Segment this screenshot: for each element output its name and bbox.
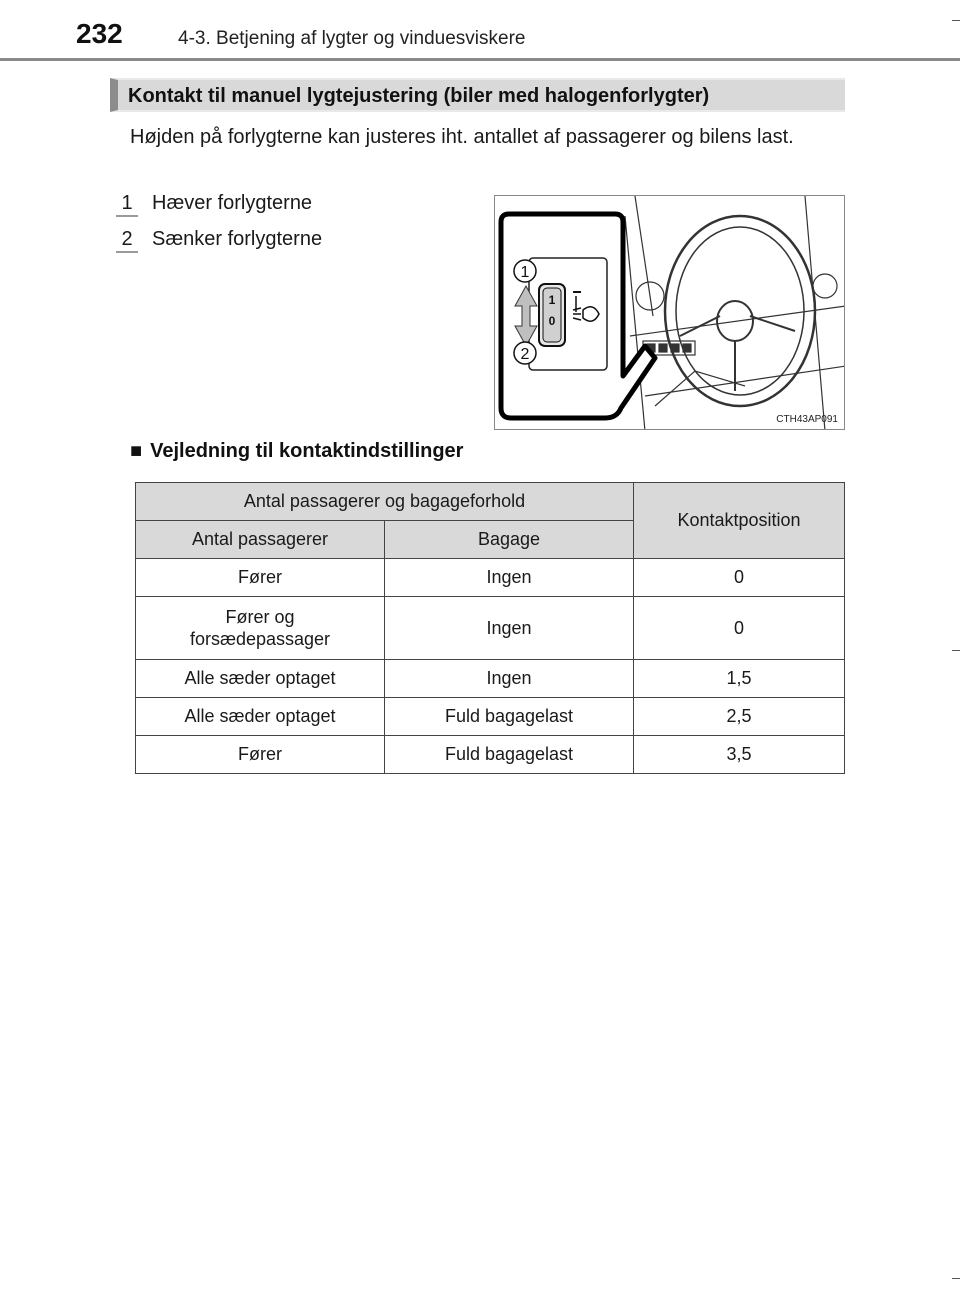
- section-title: Kontakt til manuel lygtejustering (biler med halogenforlygter): [128, 85, 710, 107]
- luggage-cell: Fuld bagagelast: [385, 736, 634, 774]
- table-row: [136, 597, 845, 660]
- headlight-switch-figure: [494, 195, 845, 430]
- position-cell: 0: [634, 597, 845, 660]
- callout-1: [514, 260, 536, 282]
- position-cell: 2,5: [634, 698, 845, 736]
- position-cell: 0: [634, 559, 845, 597]
- crop-mark: [952, 650, 960, 651]
- luggage-cell: Ingen: [385, 597, 634, 660]
- subsection-heading: [130, 440, 463, 463]
- header-rule: [0, 58, 960, 61]
- table-group-header: Antal passagerer og bagageforhold: [136, 483, 634, 521]
- dial-mark-0: 0: [548, 314, 556, 328]
- switch-settings-table: [135, 482, 845, 774]
- square-bullet-icon: ■: [130, 440, 143, 462]
- table-col-luggage: Bagage: [385, 521, 634, 559]
- table-row: [136, 559, 845, 597]
- passengers-cell: Fører og forsædepassager: [136, 597, 385, 660]
- luggage-cell: Fuld bagagelast: [385, 698, 634, 736]
- position-cell: 3,5: [634, 736, 845, 774]
- passengers-cell: Fører: [136, 559, 385, 597]
- step-number: 2: [116, 228, 138, 253]
- figure-caption: CTH43AP091: [776, 414, 838, 425]
- table-row: [136, 736, 845, 774]
- callout-2: [514, 342, 536, 364]
- step-label: Sænker forlygterne: [152, 228, 323, 250]
- crop-mark: [952, 1278, 960, 1279]
- dashboard-illustration: [495, 196, 845, 430]
- page-number: 232: [76, 18, 123, 49]
- table-col-passengers: Antal passagerer: [136, 521, 385, 559]
- step-2: [116, 228, 322, 253]
- luggage-cell: Ingen: [385, 660, 634, 698]
- svg-text:1: 1: [520, 264, 530, 281]
- intro-paragraph: Højden på forlygterne kan justeres iht. antallet af passagerer og bilens last.: [130, 126, 794, 148]
- subsection-title: Vejledning til kontaktindstillinger: [150, 440, 464, 462]
- dial-mark-1: 1: [548, 293, 556, 307]
- table-position-header: Kontaktposition: [634, 483, 845, 559]
- passengers-cell: Fører: [136, 736, 385, 774]
- passengers-cell: Alle sæder optaget: [136, 660, 385, 698]
- step-1: [116, 192, 312, 217]
- step-number: 1: [116, 192, 138, 217]
- passengers-cell: Alle sæder optaget: [136, 698, 385, 736]
- chapter-title: 4-3. Betjening af lygter og vinduesviskere: [178, 28, 526, 49]
- luggage-cell: Ingen: [385, 559, 634, 597]
- step-label: Hæver forlygterne: [152, 192, 313, 214]
- section-banner: [110, 78, 845, 112]
- svg-text:2: 2: [520, 346, 530, 363]
- table-row: [136, 660, 845, 698]
- position-cell: 1,5: [634, 660, 845, 698]
- crop-mark: [952, 20, 960, 21]
- table-row: [136, 698, 845, 736]
